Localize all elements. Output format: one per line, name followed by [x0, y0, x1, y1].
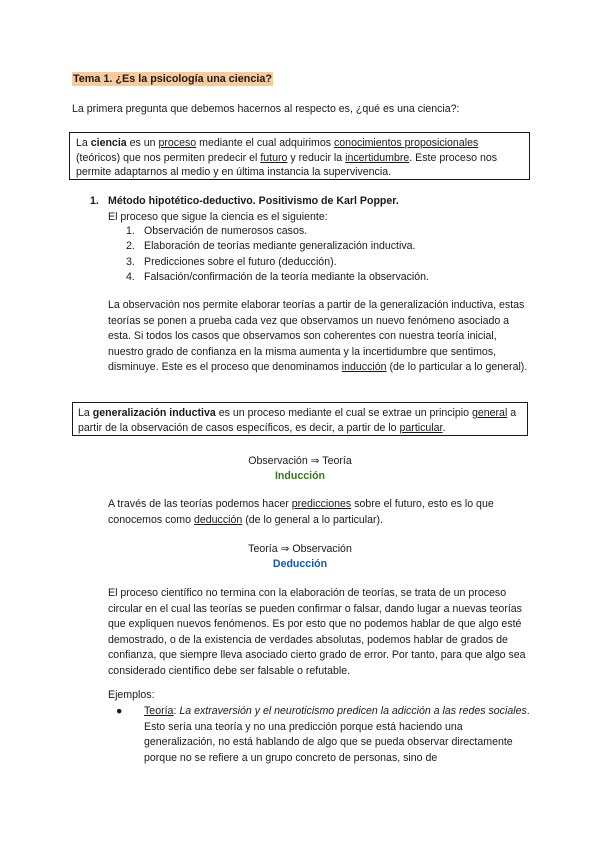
flow-deduccion-label: Deducción — [272, 558, 328, 570]
list-text: Falsación/confirmación de la teoría mediante la observación. — [144, 271, 430, 284]
definition-box-generalizacion — [72, 402, 528, 436]
flow-deduccion-text: Teoría ⇒ Observación — [248, 543, 352, 555]
text-run: : — [173, 705, 180, 717]
bullet-text — [144, 704, 534, 766]
term-futuro: futuro — [260, 151, 288, 164]
example-quote: La extraversión y el neuroticismo predicen la adicción a las redes sociales — [179, 705, 527, 717]
list-text: Predicciones sobre el futuro (deducción). — [144, 255, 337, 268]
term-induccion: inducción — [341, 361, 387, 374]
paragraph-induccion — [108, 298, 528, 376]
term-ciencia: ciencia — [90, 137, 127, 149]
intro-paragraph: La primera pregunta que debemos hacernos al respecto es, ¿qué es una ciencia?: — [72, 103, 460, 115]
text-run: es un proceso mediante el cual se extrae un principio — [215, 407, 472, 419]
text-run: y reducir la — [287, 151, 346, 164]
list-text: Observación de numerosos casos. — [144, 225, 308, 237]
section-lead: El proceso que sigue la ciencia es el siguiente: — [108, 211, 328, 223]
term-conocimientos: conocimientos proposicionales — [333, 137, 479, 149]
paragraph-proceso-circular: El proceso científico no termina con la elaboración de teorías, se trata de un proceso circular en el cual las teorías se pueden confirmar o falsar, dando lugar a nuevas teorías que expliquen nuevos fenómenos. Es por esto que no podemos hablar de que algo esté demostrado, o de la existencia de verdades absolutas, podemos hablar de grados de confianza, que siempre lleva asociado cierto grado de error. Por tanto, para que algo sea considerado científico debe ser falsable o refutable. — [108, 587, 526, 677]
list-item — [126, 255, 429, 270]
text-run: es un — [126, 137, 159, 149]
term-proceso: proceso — [158, 137, 197, 149]
flow-induccion-text: Observación ⇒ Teoría — [248, 455, 352, 467]
list-number: 2. — [126, 240, 135, 253]
ejemplos-label: Ejemplos: — [108, 689, 155, 701]
list-number: 1. — [126, 225, 135, 237]
list-number: 4. — [126, 271, 135, 284]
term-generalizacion: generalización inductiva — [92, 407, 216, 419]
page-title: Tema 1. ¿Es la psicología una ciencia? — [73, 73, 273, 85]
text-run: sobre el futuro, esto es lo que conocemos como — [108, 498, 494, 526]
list-item — [126, 270, 429, 285]
bullet-icon: ● — [116, 705, 123, 717]
text-run: (de lo particular a lo general). — [386, 361, 528, 374]
term-general: general — [471, 407, 508, 419]
term-teoria: Teoría — [144, 705, 174, 717]
section-heading — [90, 194, 399, 209]
text-run: A través de las teorías podemos hacer — [108, 498, 292, 510]
term-predicciones: predicciones — [291, 498, 352, 510]
paragraph-deduccion — [108, 497, 528, 528]
text-run: La — [78, 407, 93, 419]
term-deduccion: deducción — [193, 513, 243, 526]
term-particular: particular — [399, 421, 443, 434]
text-run: . — [442, 421, 446, 434]
list-item — [126, 224, 429, 239]
text-run: . Esto sería una teoría y no una predicción porque está haciendo una generalización, no está hablando de algo que se pueda observar directamente porque no se refiere a un grupo concreto de personas, sino de — [144, 705, 530, 764]
steps-list — [126, 224, 429, 286]
term-incertidumbre: incertidumbre — [345, 151, 410, 164]
definition-box-ciencia — [69, 132, 530, 180]
list-item — [126, 239, 429, 254]
text-run: mediante el cual adquirimos — [196, 137, 334, 149]
text-run: La observación nos permite elaborar teorías a partir de la generalización inductiva, estas teorías se ponen a prueba cada vez que observamos un nuevo fenómeno asociado a esta. Si todos los casos que observamos son coherentes con nuestra teoría inicial, nuestro grado de confianza en la misma aumenta y la incertidumbre que sentimos, disminuye. Este es el proceso que denominamos — [108, 299, 525, 374]
flow-induccion-label: Inducción — [274, 470, 326, 482]
text-run: La — [76, 137, 91, 149]
list-number: 3. — [126, 255, 135, 268]
text-run: . Este proceso nos permite adaptarnos al medio y en última instancia la supervivencia. — [76, 151, 498, 179]
list-text: Elaboración de teorías mediante generalización inductiva. — [144, 240, 416, 253]
text-run: a partir de la observación de casos específicos, es decir, a partir de lo — [78, 407, 517, 434]
text-run: (de lo general a lo particular). — [242, 513, 384, 526]
section-number: 1. — [90, 195, 99, 207]
section-heading-text: Método hipotético-deductivo. Positivismo de Karl Popper. — [108, 195, 399, 207]
text-run: (teóricos) que nos permiten predecir el — [76, 151, 261, 164]
